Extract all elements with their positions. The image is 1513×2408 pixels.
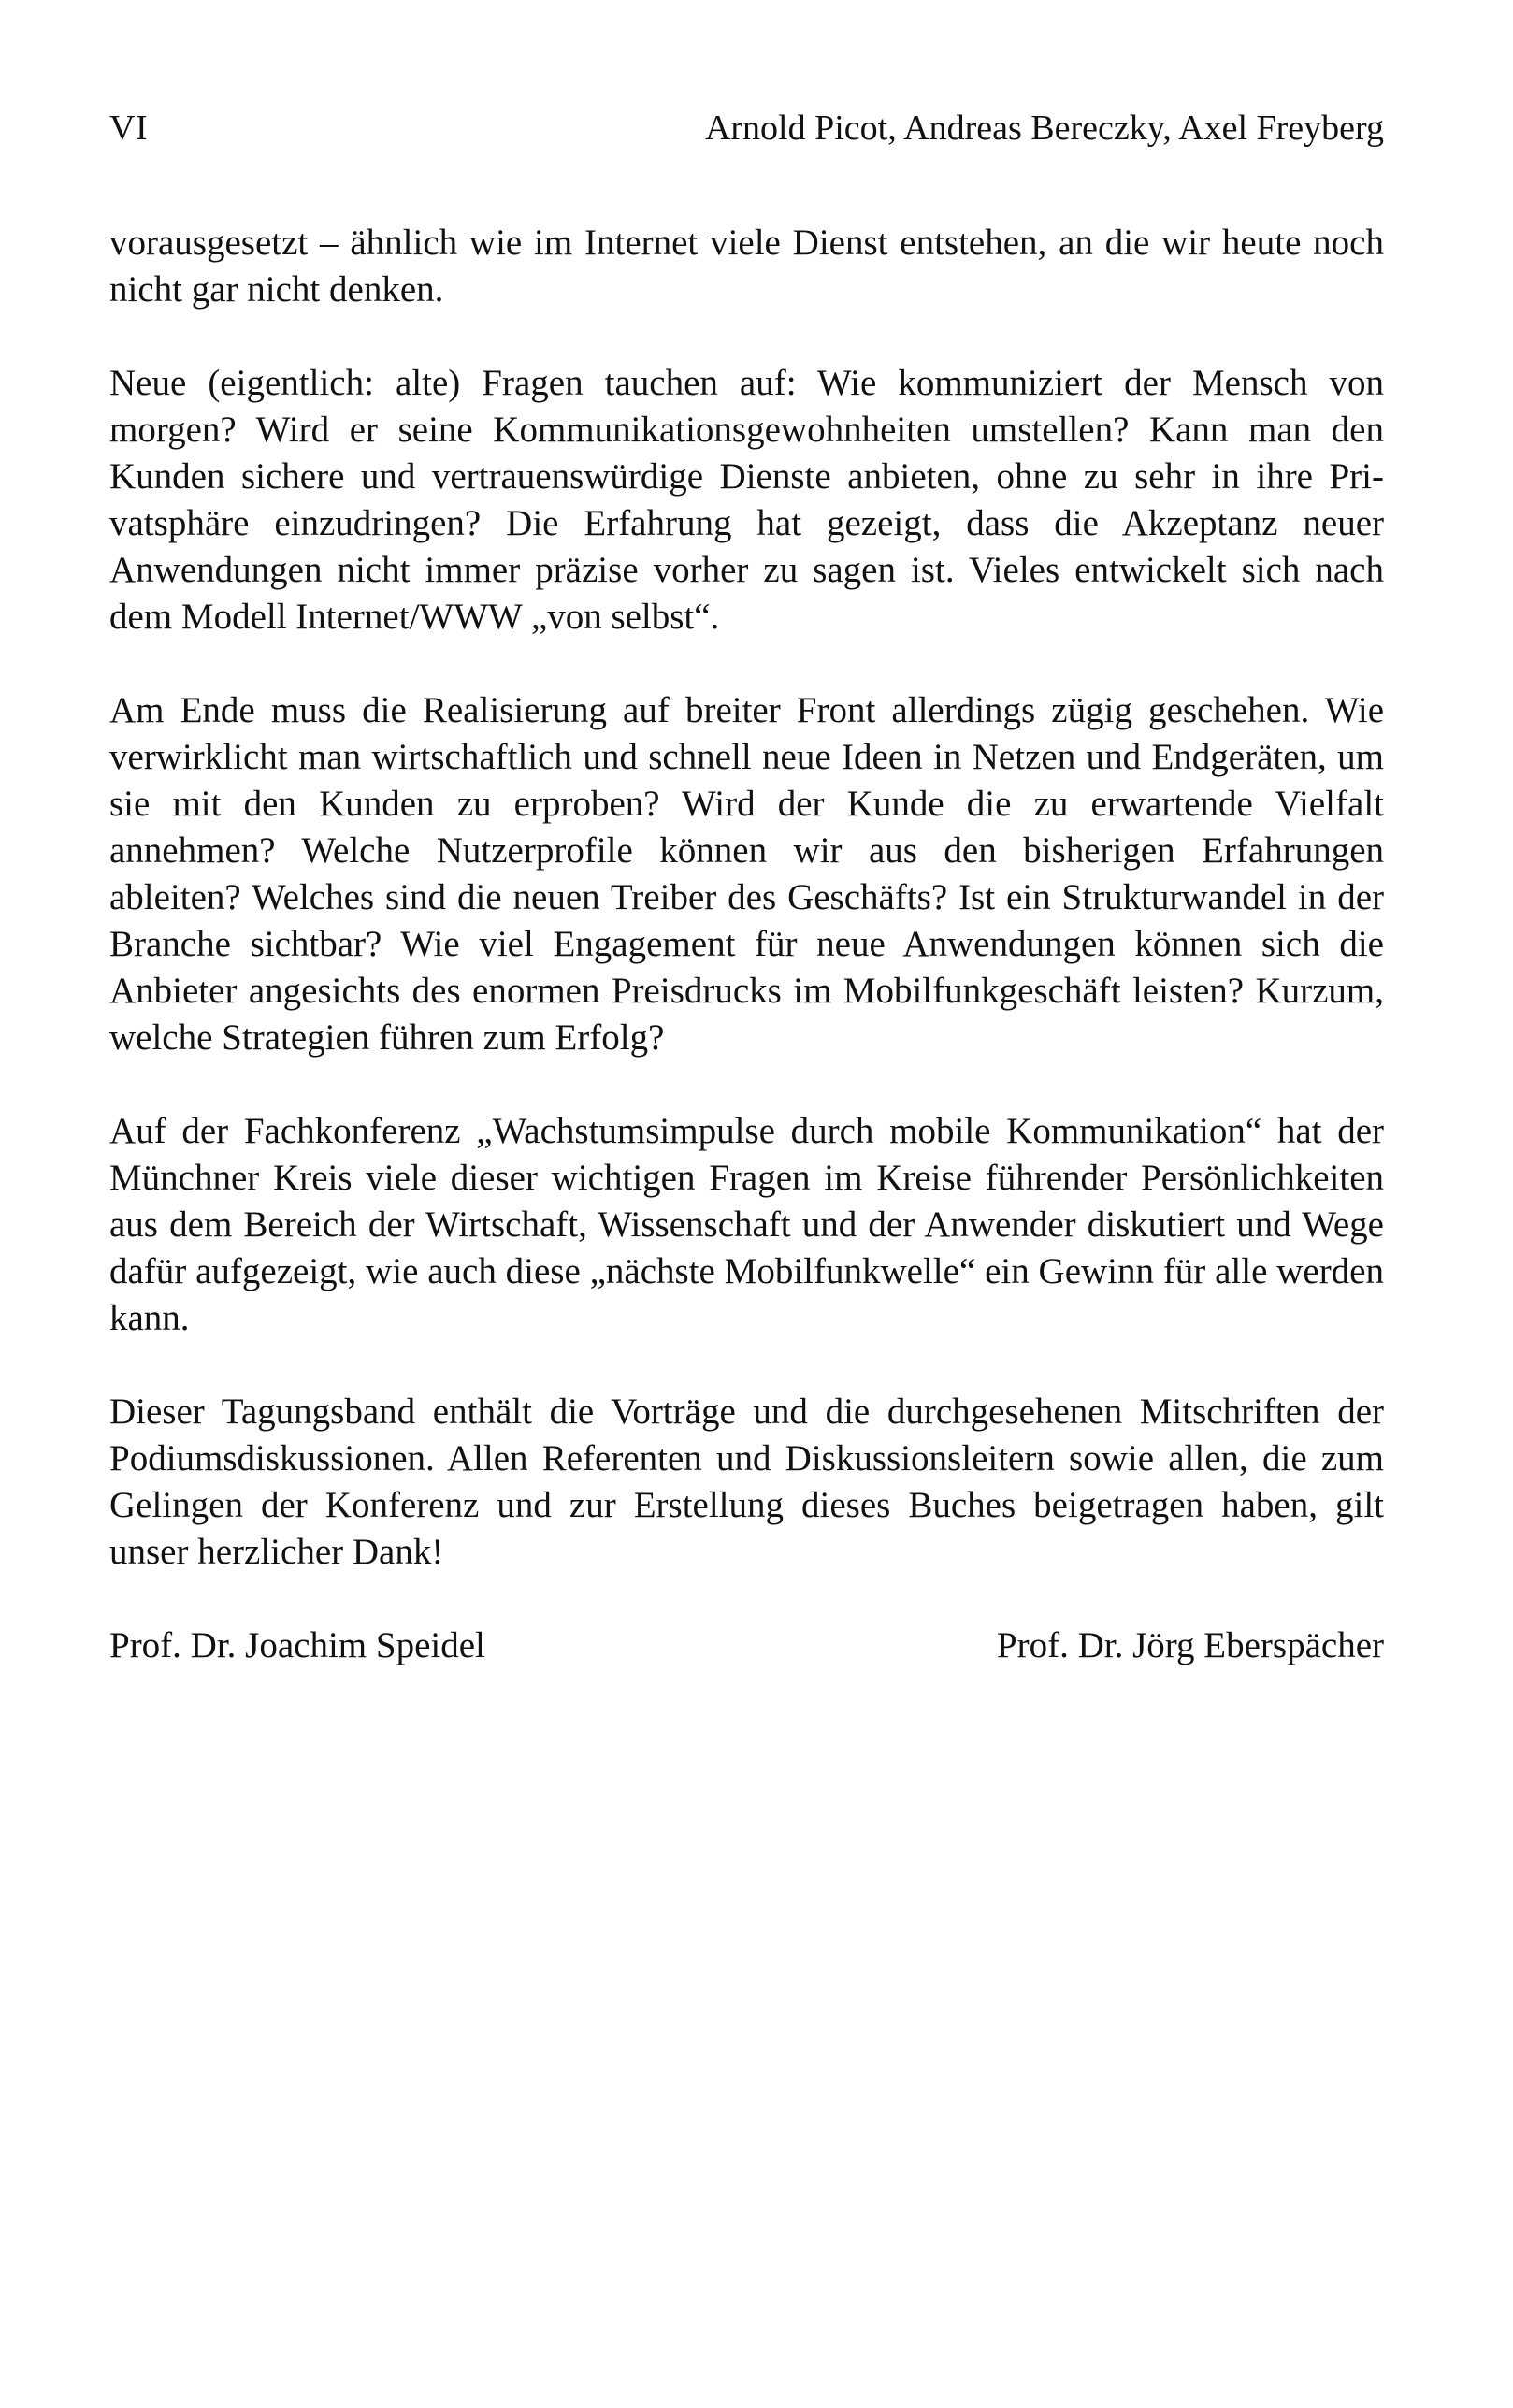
running-head-authors: Arnold Picot, Andreas Bereczky, Axel Freyberg xyxy=(704,108,1384,148)
page-header xyxy=(109,105,1384,151)
paragraph-realisation: Am Ende muss die Realisierung auf breiter Front allerdings zügig geschehen. Wie verwirklicht man wirtschaftlich und schnell neue Ideen in Netzen und Endgeräten, um sie mit den Kunden zu erproben? Wird der Kunde die zu erwartende Vielfalt annehmen? Welche Nutzerprofile können wir aus den bisherigen Erfahrungen ableiten? Welches sind die neuen Treiber des Geschäfts? Ist ein Strukturwandel in der Branche sichtbar? Wie viel Engagement für neue Anwendungen können sich die Anbieter angesichts des enormen Preisdrucks im Mobilfunkgeschäft leisten? Kurzum, welche Strategien führen zum Erfolg? xyxy=(109,690,1384,1058)
paragraph-thanks: Dieser Tagungsband enthält die Vorträge und die durchgesehenen Mitschriften der Podiumsdiskussionen. Allen Referenten und Diskussionsleitern sowie allen, die zum Gelingen der Konferenz und zur Erstellung dieses Buches beigetragen haben, gilt unser herzlicher Dank! xyxy=(109,1391,1384,1572)
signature-right: Prof. Dr. Jörg Eberspächer xyxy=(996,1625,1384,1665)
page-number: VI xyxy=(109,108,149,148)
signatures xyxy=(109,1622,1384,1669)
body-text xyxy=(109,220,1384,1669)
signature-left: Prof. Dr. Joachim Speidel xyxy=(109,1625,485,1665)
paragraph-questions: Neue (eigentlich: alte) Fragen tauchen auf: Wie kommuniziert der Mensch von morgen? Wird er seine Kommunikationsgewohnheiten umstellen? Kann man den Kunden sichere und vertrauenswürdige Dienste anbieten, ohne zu sehr in ihre Privatsphäre einzudringen? Die Erfahrung hat gezeigt, dass die Akzeptanz neuer Anwendungen nicht immer präzise vorher zu sagen ist. Vieles entwickelt sich nach dem Modell Internet/WWW „von selbst“. xyxy=(109,363,1384,637)
paragraph-continuation: vorausgesetzt – ähnlich wie im Internet viele Dienst entstehen, an die wir heute noch nicht gar nicht denken. xyxy=(109,223,1384,310)
paragraph-conference: Auf der Fachkonferenz „Wachstumsimpulse durch mobile Kommunikation“ hat der Münchner Kreis viele dieser wichtigen Fragen im Kreise führender Persönlichkeiten aus dem Bereich der Wirtschaft, Wissenschaft und der Anwender diskutiert und Wege dafür aufgezeigt, wie auch diese „nächste Mobilfunkwelle“ ein Gewinn für alle werden kann. xyxy=(109,1111,1384,1338)
